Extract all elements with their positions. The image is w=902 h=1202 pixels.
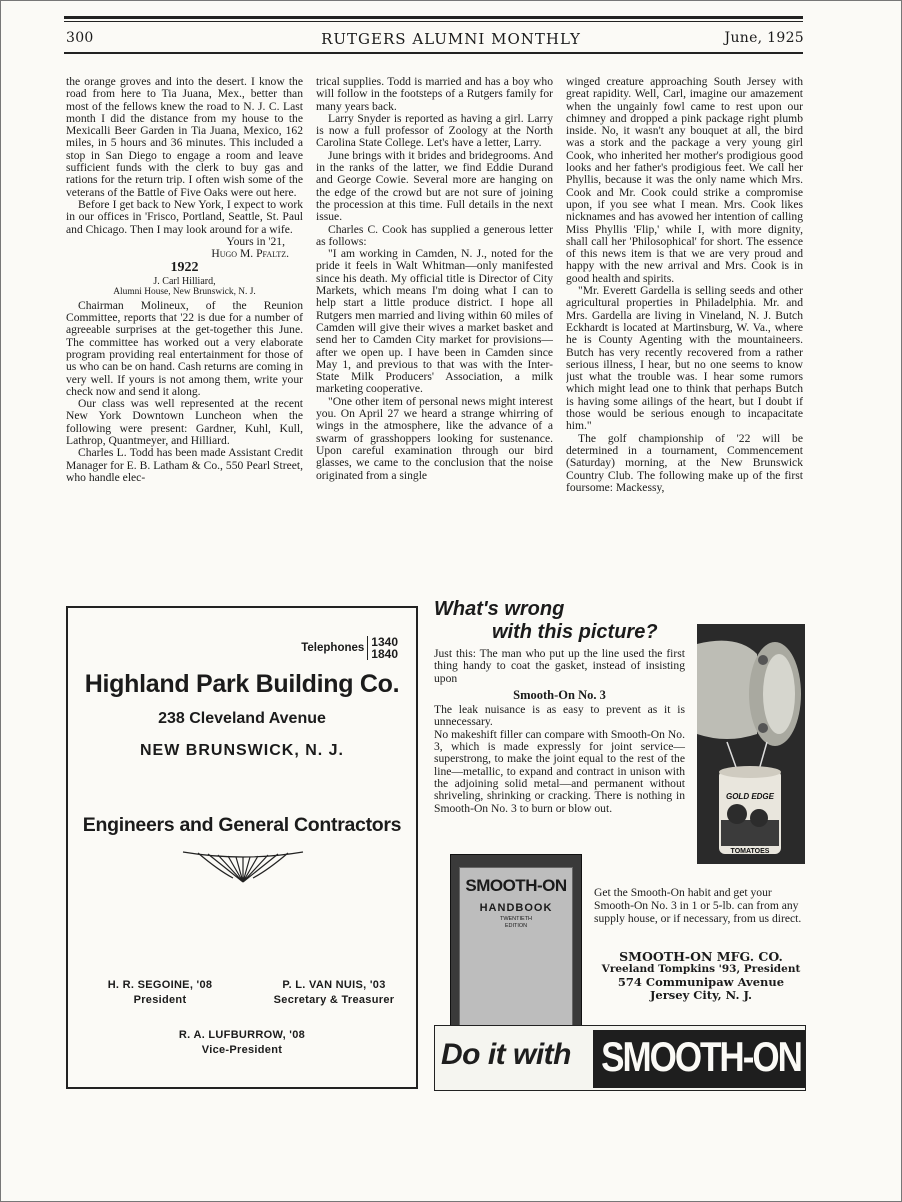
officer-title: Vice-President xyxy=(201,1044,283,1056)
sunburst-ornament-icon xyxy=(178,848,308,888)
handbook-edition: TWENTIETH EDITION xyxy=(499,916,533,929)
officer-name: R. A. LUFBURROW, '08 xyxy=(178,1029,306,1041)
ad-body-text: The leak nuisance is as easy to prevent as it is unnecessary. xyxy=(434,703,685,729)
ad-headline-line1: What's wrong xyxy=(434,598,565,620)
paragraph: The golf championship of '22 will be determined in a tournament, Commencement (Saturday) morning, at the New Brunswick Country Club. The following make up of the first foursome: Mackessy, xyxy=(566,431,803,494)
leaking-pipe-icon xyxy=(697,624,805,864)
ad-body xyxy=(434,648,685,815)
column-3 xyxy=(566,76,803,586)
officer-title: President xyxy=(133,994,187,1006)
issue-date: June, 1925 xyxy=(724,30,804,46)
phone-number: 1840 xyxy=(371,647,398,661)
paragraph: trical supplies. Todd is married and has a boy who will follow in the footsteps of a Rutgers family for many years back. xyxy=(316,76,553,113)
article-columns xyxy=(66,76,804,586)
can-label-gold-edge: GOLD EDGE xyxy=(725,792,774,801)
handbook-subtitle: HANDBOOK xyxy=(479,902,553,914)
officer-title: Secretary & Treasurer xyxy=(273,994,395,1006)
paragraph: winged creature approaching South Jersey with great rapidity. Well, Carl, imagine our amazement when the ungainly fowl came to rest upon our chimney and dropped a pink package right plumb inside. No, it wasn't any bouquet at all, the bird was a stork and the package a very young girl Cook, who inherited her mother's prodigious good looks and her father's prodigious feet. We call her Phyllis, because it was the only name which Mrs. Cook and Mr. Cook could strike a compromise upon, if you see what I mean. Mrs. Cook likes nicknames and has avowed her intention of calling Miss Phyllis 'Flip,' while I, with more dignity, shall call her 'Philosophical' for short. The essence of this news item is that we are very proud and happy with the new arrival and Mrs. Cook is in good health and spirits. xyxy=(566,76,803,285)
page-number: 300 xyxy=(66,30,94,46)
letter-closing: Yours in '21, xyxy=(226,234,285,248)
telephones xyxy=(301,636,398,660)
company-address: 238 Cleveland Avenue xyxy=(158,710,326,727)
pipe-and-can-photo xyxy=(697,624,805,864)
slogan-smooth-on: SMOOTH-ON xyxy=(601,1034,801,1081)
phone-number: 1340 xyxy=(371,635,398,649)
slogan-do-it-with: Do it with xyxy=(441,1038,571,1071)
ad-habit-text: Get the Smooth-On habit and get your Smooth-On No. 3 in 1 or 5-lb. can from any supply house, or if necessary, from us direct. xyxy=(594,886,802,925)
letter-signature: Hugo M. Pfaltz. xyxy=(211,247,289,261)
handbook-cover xyxy=(459,867,573,1029)
paragraph: June brings with it brides and bridegrooms. And in the ranks of the latter, we find Eddie Durand and George Cowie. Several more are hanging on the edge of the crowd but are not sure of joining the procession at this time. Full details in the next issue. xyxy=(316,148,553,224)
company-tagline: Engineers and General Contractors xyxy=(82,814,402,836)
officer-name: H. R. SEGOINE, '08 xyxy=(107,979,213,991)
paragraph: "Mr. Everett Gardella is selling seeds and other agricultural properties in Philadelphia. Mr. and Mrs. Gardella are living in Vineland, N. J. Butch Eckhardt is located at Martinsburg, W. Va., where he is County Agenting with the mountaineers. Butch has very recently recovered from a rather serious illness, I hear, but no one seems to know just what the trouble was. I hear some rumors which might lead one to think that perhaps Butch is having some ailings of the heart, but I doubt if those would be serious enough to incapacitate him." xyxy=(566,284,803,433)
officer-vice-president xyxy=(68,1028,416,1058)
ad-headline-line2: with this picture? xyxy=(492,621,658,643)
smooth-on-handbook xyxy=(450,854,582,1044)
class-heading: 1922 xyxy=(170,260,199,276)
paragraph: Charles L. Todd has been made Assistant Credit Manager for E. B. Latham & Co., 550 Pearl Street, who handle elec- xyxy=(66,446,303,484)
ad-body-text: No makeshift filler can compare with Smooth-On No. 3, which is made expressly for joint service—superstrong, to make the joint equal to the rest of the line—metallic, to expand and contract in unison with the adjoining solid metal—and permanent without shriveling, shrinking or cracking. There is nothing in Smooth-On No. 3 to burn or blow out. xyxy=(434,727,685,815)
ad-company-name: SMOOTH-ON MFG. CO. xyxy=(619,949,783,964)
paragraph: the orange groves and into the desert. I know the road from here to Tia Juana, Mex., better than most of the fellows knew the road to N. J. C. Last month I did the distance from my house to the Mexicalli Beer Garden in Tia Juana, Mexico, 162 miles, in 5 hours and 36 minutes. This included a stop in San Diego to engage a room and leave sufficient funds with the clerk to buy gas and rations for the return trip. I often wish some of the veterans of the Battle of Five Oaks were out here. xyxy=(66,76,303,199)
company-city: NEW BRUNSWICK, N. J. xyxy=(140,742,344,759)
paragraph: Charles C. Cook has supplied a generous letter as follows: xyxy=(316,222,553,248)
paragraph: Larry Snyder is reported as having a girl. Larry is now a full professor of Zoology at the North Carolina State College. Let's have a letter, Larry. xyxy=(316,111,553,150)
highland-park-ad xyxy=(66,606,418,1089)
paragraph: Before I get back to New York, I expect to work in our offices in 'Frisco, Portland, Seattle, St. Paul and Chicago. Then I may look around for a wife. xyxy=(66,197,303,236)
paragraph: Our class was well represented at the recent New York Downtown Luncheon when the following were present: Gardner, Kuhl, Kull, Lathrop, Quantmeyer, and Hilliard. xyxy=(66,397,303,448)
officer-secretary xyxy=(254,978,414,1008)
slogan-banner xyxy=(434,1025,806,1091)
header-rule-thin xyxy=(64,21,803,22)
paragraph: "One other item of personal news might interest you. On April 27 we heard a strange whirring of wings in the atmosphere, like the advance of a swarm of grasshoppers looking for sustenance. Upon careful examination through our bird glasses, we came to the conclusion that the noise originated from a single xyxy=(316,394,553,482)
column-2 xyxy=(316,76,553,586)
paragraph: Chairman Molineux, of the Reunion Committee, reports that '22 is due for a number of agreeable surprises at the get-together this June. The committee has worked out a very elaborate program providing real entertainment for those of us who can be on hand. Cash returns are coming in very well. If yours is not among them, write your check now and send it along. xyxy=(66,298,303,398)
class-secretary-address: Alumni House, New Brunswick, N. J. xyxy=(113,286,256,297)
paragraph: "I am working in Camden, N. J., noted for the pride it feels in Walt Whitman—only manifested since his death. My official title is Director of City Markets, which means I'm doing what I can to help start a little produce district. I hope all Rutgers men married and living within 60 miles of Camden will give their wives a market basket and send her to Camden City market for provisions—after we open up. I have been in Camden since May 1, and previous to that was with the Inter-State Milk Producers' Association, a milk marketing cooperative. xyxy=(316,247,553,396)
header-rule-top xyxy=(64,16,803,19)
ad-company-president: Vreeland Tompkins '93, President xyxy=(601,963,801,975)
header-rule-bottom xyxy=(64,52,803,54)
ad-company-address: 574 Communipaw Avenue xyxy=(617,975,785,989)
ad-company-city: Jersey City, N. J. xyxy=(649,988,753,1002)
can-label-tomatoes: TOMATOES xyxy=(730,848,770,855)
telephones-label: Telephones xyxy=(301,642,365,654)
ad-body-intro: Just this: The man who put up the line used the first thing handy to coat the gasket, instead of insisting upon xyxy=(434,647,685,685)
ad-product-name: Smooth-On No. 3 xyxy=(513,687,606,702)
company-name: Highland Park Building Co. xyxy=(84,670,400,698)
ad-company-block xyxy=(596,950,806,1002)
officer-president xyxy=(90,978,230,1008)
smooth-on-ad xyxy=(434,598,806,1092)
column-1 xyxy=(66,76,303,586)
officer-name: P. L. VAN NUIS, '03 xyxy=(282,979,386,991)
handbook-title: SMOOTH-ON xyxy=(465,876,567,895)
class-secretary-name: J. Carl Hilliard, xyxy=(153,275,216,287)
phone-numbers xyxy=(367,636,398,660)
journal-title: RUTGERS ALUMNI MONTHLY xyxy=(321,30,581,48)
